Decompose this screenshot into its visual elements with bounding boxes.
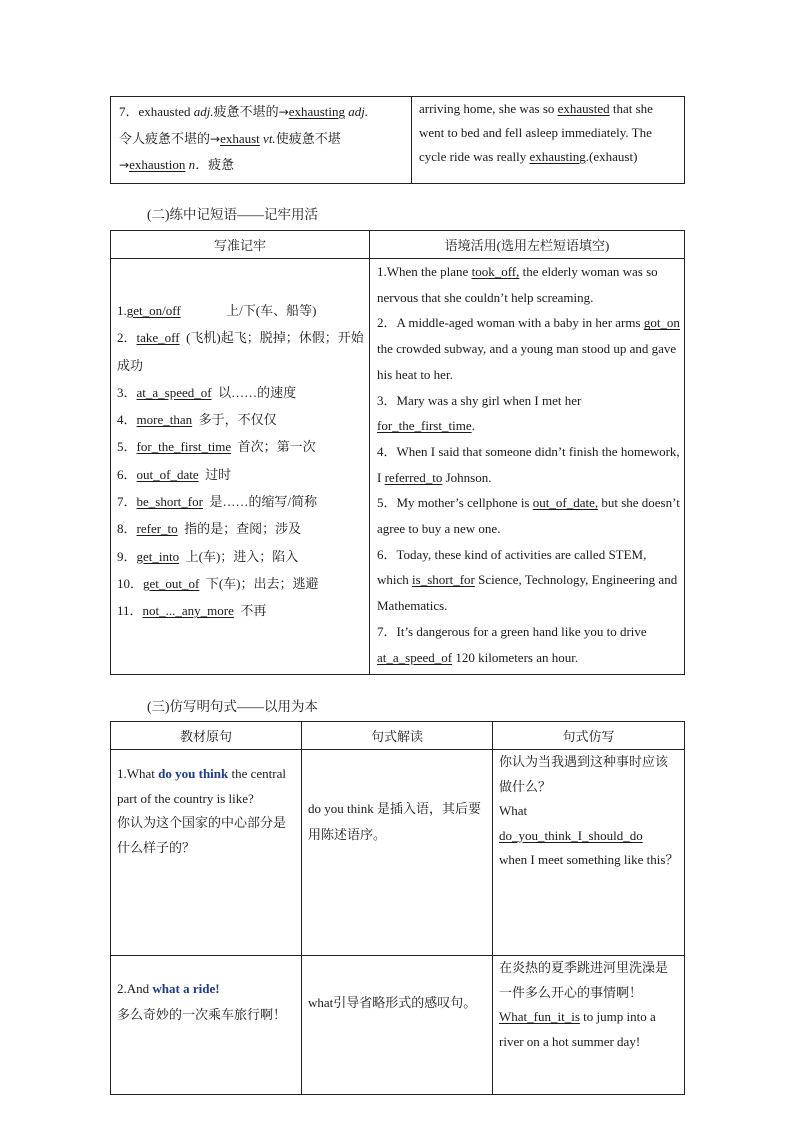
phrase-item: 5．for_the_first_time 首次；第一次: [117, 439, 316, 455]
chinese-translation: 多么奇妙的一次乘车旅行啊！: [117, 1007, 287, 1022]
context-sentences-cell: [370, 259, 685, 675]
phrase-item: 2．take_off (飞机)起飞；脱掉；休假；开始成功: [117, 330, 364, 373]
sentence-item: 1.When the plane took_off, the elderly woman was so nervous that she couldn’t help screaming.: [377, 264, 658, 305]
section-title-phrases: (二)练中记短语——记牢用活: [147, 207, 318, 222]
phrase-item: 6．out_of_date 过时: [117, 466, 232, 482]
answer-blank: What_fun_it_is: [499, 1009, 580, 1024]
example-cell: [412, 97, 685, 184]
phrase-item: 9．get_into 上(车)；进入；陷入: [117, 548, 299, 564]
table-row: [111, 259, 685, 675]
meaning: 使疲惫不堪: [275, 130, 341, 146]
answer-blank: referred_to: [384, 469, 443, 485]
explanation-cell: do you think 是插入语，其后要用陈述语序。: [302, 750, 493, 956]
pos-label: vt.: [263, 130, 276, 146]
explanation-cell: what引导省略形式的感叹句。: [302, 956, 493, 1095]
meaning: 疲惫: [208, 157, 235, 172]
phrase-item: 3．at_a_speed_of 以……的速度: [117, 384, 297, 400]
table-header-row: [111, 231, 685, 259]
pos-label: adj.: [348, 104, 369, 119]
example-text: .(exhaust): [585, 149, 638, 164]
pos-label: adj.: [193, 104, 214, 119]
vocab-table: [110, 96, 685, 184]
answer-blank: exhausting: [529, 149, 586, 164]
imitation-cell: 你认为当我遇到这种事时应该做什么？ What do_you_think_I_should_do when I meet something like this？: [493, 750, 685, 956]
arrow-icon: →: [210, 131, 221, 146]
section-title-sentences: (三)仿写明句式——以用为本: [147, 699, 318, 714]
sentence-item: 4．When I said that someone didn’t finish the homework, I referred_to Johnson.: [377, 443, 680, 485]
phrase-item: 4．more_than 多于，不仅仅: [117, 412, 277, 428]
phrase-item: 11．not_..._any_more 不再: [117, 603, 267, 619]
table-row: [111, 97, 685, 184]
meaning: 令人疲惫不堪的: [119, 130, 211, 146]
answer-blank: exhausted: [557, 101, 610, 116]
table-row: [111, 750, 685, 956]
example-text: arriving home, she was so: [419, 101, 558, 116]
meaning: 疲惫不堪的: [213, 104, 279, 119]
phrase-item: 7．be_short_for 是……的缩写/简称: [117, 494, 318, 510]
header-imitation: 句式仿写: [493, 722, 685, 750]
word-exhausted: exhausted: [138, 104, 191, 119]
chinese-prompt: 你认为当我遇到这种事时应该做什么？: [499, 754, 669, 794]
sentence-item: 2．A middle-aged woman with a baby in her arms got_on the crowded subway, and a young man stood up and gave his heat to her.: [377, 315, 680, 382]
original-sentence-cell: 1.What do you think the central part of the country is like? 你认为这个国家的中心部分是什么样子的？: [111, 750, 302, 956]
answer-blank: for_the_first_time: [377, 418, 472, 434]
answer-blank: is_short_for: [412, 572, 475, 588]
header-explanation: 句式解读: [302, 722, 493, 750]
sentence-item: 5．My mother’s cellphone is out_of_date, but she doesn’t agree to buy a new one.: [377, 495, 680, 537]
answer-blank: got_on: [643, 315, 680, 331]
sentence-item: 6．Today, these kind of activities are called STEM, which is_short_for Science, Technology, Engineering and Mathematics.: [377, 546, 678, 614]
sentence-item: 7．It’s dangerous for a green hand like you to drive at_a_speed_of 120 kilometers an hour.: [377, 623, 647, 665]
sentence-pattern-table: [110, 721, 685, 1095]
table-row: [111, 956, 685, 1095]
highlighted-phrase: do you think: [158, 766, 229, 781]
phrase-item: 10．get_out_of 下(车)；出去；逃避: [117, 575, 319, 591]
item-number: 7．: [119, 104, 139, 119]
word-exhaust: exhaust: [220, 130, 260, 146]
chinese-prompt: 在炎热的夏季跳进河里洗澡是一件多么开心的事情啊！: [499, 960, 669, 1000]
header-context: 语境活用(选用左栏短语填空): [370, 231, 685, 259]
word-exhaustion: exhaustion: [129, 157, 186, 172]
imitation-cell: 在炎热的夏季跳进河里洗澡是一件多么开心的事情啊！ What_fun_it_is to jump into a river on a hot summer day!: [493, 956, 685, 1095]
arrow-icon: →: [119, 158, 130, 172]
phrase-table: [110, 230, 685, 675]
answer-blank: out_of_date,: [532, 495, 599, 511]
example-text: that she went to bed and fell asleep immediately. The cycle ride was really: [419, 101, 653, 164]
phrase-item: 1.get_on/off 上/下(车、船等): [117, 303, 317, 318]
original-sentence-cell: 2.And what a ride! 多么奇妙的一次乘车旅行啊！: [111, 956, 302, 1095]
answer-blank: do_you_think_I_should_do: [499, 827, 643, 843]
table-header-row: [111, 722, 685, 750]
pos-label: n．: [188, 157, 209, 172]
header-original: 教材原句: [111, 722, 302, 750]
header-memorize: 写准记牢: [111, 231, 370, 259]
phrase-list-cell: [111, 259, 370, 675]
phrase-item: 8．refer_to 指的是；查阅；涉及: [117, 521, 302, 537]
answer-blank: at_a_speed_of: [377, 649, 453, 665]
highlighted-phrase: what a ride!: [152, 981, 220, 996]
word-family-cell: [111, 97, 412, 184]
answer-blank: took_off,: [471, 264, 520, 279]
arrow-icon: →: [278, 105, 289, 119]
word-exhausting: exhausting: [288, 104, 346, 119]
sentence-item: 3．Mary was a shy girl when I met her for_the_first_time.: [377, 392, 582, 434]
chinese-translation: 你认为这个国家的中心部分是什么样子的？: [117, 815, 287, 855]
